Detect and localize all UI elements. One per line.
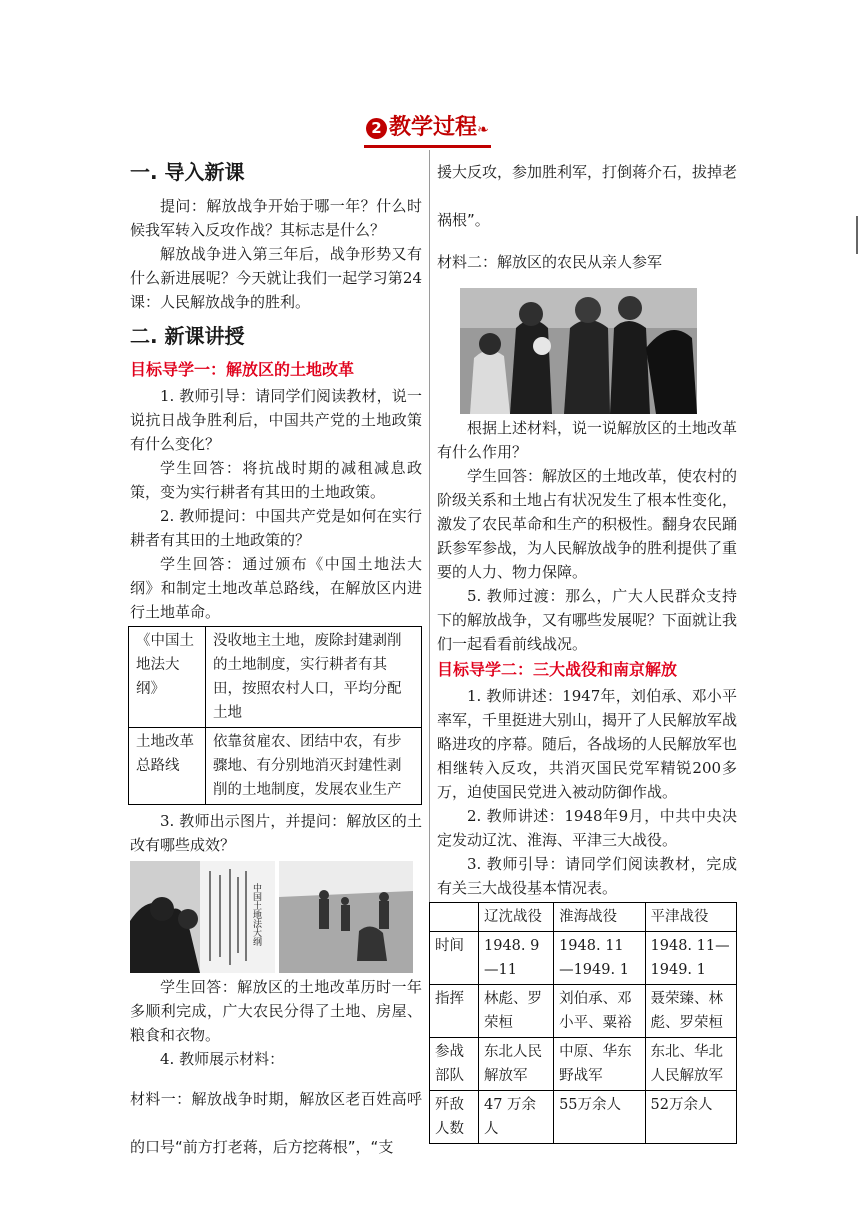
- table-cell: 参战部队: [430, 1038, 479, 1091]
- table-header-cell: 辽沈战役: [479, 903, 554, 932]
- farmers-measuring-land-photo: [279, 861, 413, 973]
- goal-heading-1: 目标导学一：解放区的土地改革: [130, 360, 355, 379]
- table-row: [430, 1038, 737, 1091]
- page-edge-mark: [856, 216, 858, 254]
- leaf-ornament-icon: ❧: [477, 122, 489, 138]
- teacher-transition-5: 5. 教师过渡：那么，广大人民群众支持下的解放战争，又有哪些发展呢？下面就让我们一起看看前线战况。: [437, 587, 738, 653]
- document-title-text: 中国土地法大纲: [251, 883, 261, 946]
- table-header-cell: 平津战役: [645, 903, 736, 932]
- table-cell: 指挥: [430, 985, 479, 1038]
- table-cell: 55万余人: [554, 1091, 645, 1144]
- page-title: [364, 114, 491, 148]
- student-answer-3: 学生回答：解放区的土地改革历时一年多顺利完成，广大农民分得了土地、房屋、粮食和衣物。: [130, 978, 422, 1044]
- table-cell: 依靠贫雇农、团结中农，有步骤地、有分别地消灭封建性剥削的土地制度，发展农业生产: [206, 728, 422, 805]
- teacher-guide-1: 1. 教师引导：请同学们阅读教材，说一说抗日战争胜利后，中国共产党的土地政策有什么变化？: [130, 387, 422, 453]
- table-row: [430, 985, 737, 1038]
- table-cell: 中原、华东野战军: [554, 1038, 645, 1091]
- right-column: [437, 152, 737, 1144]
- table-cell: 52万余人: [645, 1091, 736, 1144]
- land-reform-table: [128, 626, 422, 805]
- table-cell: 歼敌人数: [430, 1091, 479, 1144]
- table-header-row: [430, 903, 737, 932]
- table-cell: 林彪、罗荣桓: [479, 985, 554, 1038]
- table-cell: 47 万余人: [479, 1091, 554, 1144]
- student-answer-2: 学生回答：通过颁布《中国土地法大纲》和制定土地改革总路线，在解放区内进行土地革命。: [130, 555, 422, 621]
- teacher-material-intro: 4. 教师展示材料：: [160, 1050, 285, 1068]
- three-campaigns-table: [429, 902, 737, 1144]
- intro-question: 提问：解放战争开始于哪一年？什么时候我军转入反攻作战？其标志是什么？: [130, 197, 422, 239]
- table-row: [430, 1091, 737, 1144]
- heading-new-lesson: 二. 新课讲授: [130, 324, 245, 348]
- material-one: 材料一：解放战争时期，解放区老百姓高呼的口号“前方打老蒋，后方挖蒋根”，“支: [130, 1090, 422, 1156]
- family-sends-son-army-photo: [460, 288, 697, 414]
- table-header-cell: [430, 903, 479, 932]
- student-answer-1: 学生回答：将抗战时期的减租减息政策，变为实行耕者有其田的土地政策。: [130, 459, 422, 501]
- goal-heading-2: 目标导学二：三大战役和南京解放: [437, 660, 678, 679]
- material-one-continued: 援大反攻，参加胜利军，打倒蒋介石，拔掉老祸根”。: [437, 163, 738, 229]
- table-cell: 刘伯承、邓小平、粟裕: [554, 985, 645, 1038]
- table-cell: 1948. 11 —1949. 1: [554, 932, 645, 985]
- left-column: [130, 152, 422, 1171]
- table-cell: 聂荣臻、林彪、罗荣桓: [645, 985, 736, 1038]
- teacher-guide-3: 3. 教师引导：请同学们阅读教材，完成有关三大战役基本情况表。: [437, 855, 737, 897]
- table-header-cell: 淮海战役: [554, 903, 645, 932]
- number-badge: 2: [366, 118, 387, 139]
- student-answer-4: 学生回答：解放区的土地改革，使农村的阶级关系和土地占有状况发生了根本性变化，激发了农民革命和生产的积极性。翻身农民踊跃参军参战，为人民解放战争的胜利提供了重要的人力、物力保障。: [437, 467, 738, 581]
- teacher-narration-1: 1. 教师讲述：1947年，刘伯承、邓小平率军，千里挺进大别山，揭开了人民解放军战略进攻的序幕。随后，各战场的人民解放军也相继转入反攻，共消灭国民党军精锐200多万，迫使国民党进入被动防御作战。: [437, 687, 738, 801]
- material-two: 材料二：解放区的农民从亲人参军: [437, 253, 663, 271]
- teacher-question-2: 2. 教师提问：中国共产党是如何在实行耕者有其田的土地政策的？: [130, 507, 422, 549]
- table-cell: 1948. 9—11: [479, 932, 554, 985]
- table-cell: 1948. 11—1949. 1: [645, 932, 736, 985]
- table-row: [129, 627, 422, 728]
- land-reform-photos: [130, 861, 422, 973]
- land-law-document-photo: [130, 861, 275, 973]
- table-cell: 土地改革总路线: [129, 728, 206, 805]
- table-cell: 没收地主土地，废除封建剥削的土地制度，实行耕者有其田，按照农村人口，平均分配土地: [206, 627, 422, 728]
- teacher-question-3: 3. 教师出示图片，并提问：解放区的土改有哪些成效？: [130, 812, 422, 854]
- intro-paragraph: 解放战争进入第三年后，战争形势又有什么新进展呢？今天就让我们一起学习第24课：人民解放战争的胜利。: [130, 245, 422, 311]
- page-title-text: 教学过程: [389, 115, 478, 140]
- table-cell: 东北人民解放军: [479, 1038, 554, 1091]
- table-cell: 时间: [430, 932, 479, 985]
- table-cell: 东北、华北人民解放军: [645, 1038, 736, 1091]
- table-row: [430, 932, 737, 985]
- heading-intro: 一. 导入新课: [130, 160, 245, 184]
- table-cell: 《中国土地法大纲》: [129, 627, 206, 728]
- table-row: [129, 728, 422, 805]
- question-after-materials: 根据上述材料，说一说解放区的土地改革有什么作用？: [437, 419, 738, 461]
- teacher-narration-2: 2. 教师讲述：1948年9月，中共中央决定发动辽沈、淮海、平津三大战役。: [437, 807, 737, 849]
